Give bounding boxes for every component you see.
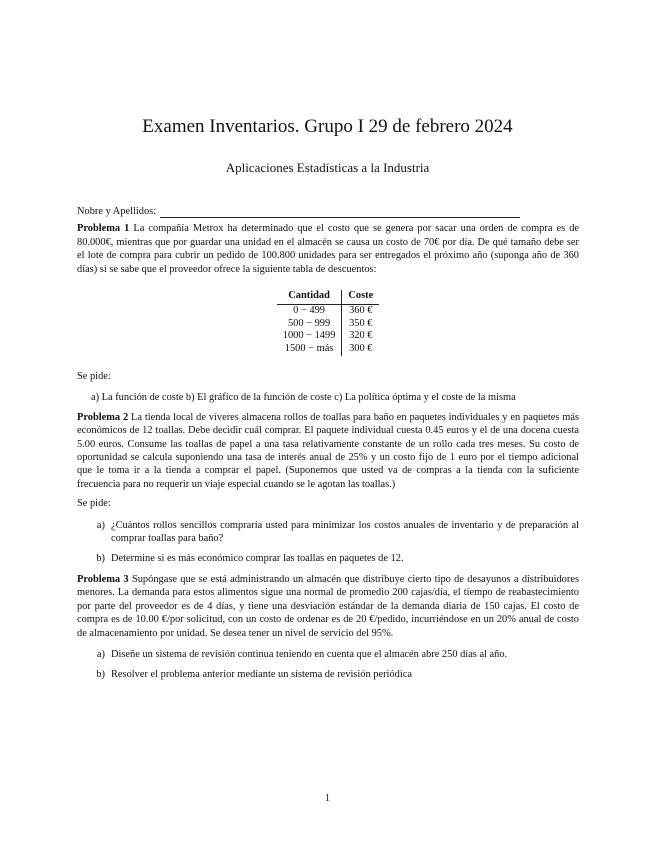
page-title: Examen Inventarios. Grupo I 29 de febrero 2024 [142, 116, 513, 137]
problem-1-se-pide: Se pide: [77, 371, 111, 383]
problem-1-items: a) La función de coste b) El gráfico de la función de coste c) La política óptima y el coste de la misma [91, 392, 516, 404]
problem-3 [77, 573, 579, 640]
list-item [77, 552, 579, 565]
discount-table [277, 290, 379, 356]
table-cell-cantidad: 1000 − 1499 [277, 330, 342, 343]
problem-1-heading: Problema 1 [77, 223, 130, 235]
name-blank [160, 207, 520, 218]
problem-3-heading: Problema 3 [77, 573, 129, 585]
page-number: 1 [324, 793, 331, 804]
list-item-label: b) [96, 553, 105, 565]
problem-1-text: La compañía Metrox ha determinado que el costo que se genera por sacar una orden de compra es de 80.000€, mientras que por guardar una unidad en el almacén se causa un costo de 70€ por día. De qué tamaño debe ser el lote de compra para cubrir un pedido de 100.800 unidades para ser entregados el próximo año (suponga año de 360 días) si se sabe que el proveedor ofrece la siguiente tabla de descuentos: [77, 223, 579, 275]
problem-1 [77, 222, 579, 276]
name-field-line [77, 205, 579, 218]
list-item-text: Diseñe un sistema de revisión continua teniendo en cuenta que el almacén abre 250 días al año. [111, 648, 508, 660]
problem-3-text: Supóngase que se está administrando un almacén que distribuye cierto tipo de desayunos a distribuidores menores. La demanda para estos alimentos sigue una normal de promedio 200 cajas/día, el tiempo de reabastecimiento por parte del proveedor es de 4 días, y tiene una desviación estándar de la demanda diaria de 150 cajas. El costo de compra es de 10.00 €/por solicitud, con un costo de ordenar es de 20 €/pedido, incurriéndose en un 20% anual de costo de almacenamiento por unidad. Se desea tener un nivel de servicio del 95%. [77, 573, 579, 639]
table-row [277, 318, 379, 331]
name-label: Nobre y Apellidos: [77, 206, 157, 217]
table-row [277, 343, 379, 356]
problem-2-text: La tienda local de víveres almacena rollos de toallas para baño en paquetes individuales y en paquetes más económicos de 12 toallas. Debe decidir cuál comprar. El paquete individual cuesta 0.45 euros y el de una docena cuesta 5.00 euros. Consume las toallas de papel a una tasa relativamente constante de un rollo cada tres meses. Su costo de oportunidad se calcula suponiendo una tasa de interés anual de 25% y un costo fijo de 1 euro por el tiempo adicional que le toma ir a la tienda a comprar el papel. (Suponemos que usted va de compras a la tienda con la suficiente frecuencia para no requerir un viaje especial cuando se le agotan las toallas.) [77, 411, 579, 490]
page-subtitle: Aplicaciones Estadísticas a la Industria [225, 160, 430, 175]
table-cell-cantidad: 1500 − más [277, 343, 342, 356]
list-item [77, 668, 579, 681]
table-cell-coste: 350 € [349, 317, 373, 329]
table-row [277, 330, 379, 343]
table-cell-coste: 300 € [349, 343, 373, 355]
problem-2-heading: Problema 2 [77, 411, 129, 423]
table-cell-cantidad: 500 − 999 [277, 318, 342, 331]
list-item-label: a) [96, 519, 105, 531]
table-row [277, 304, 379, 317]
table-header-coste: Coste [342, 290, 379, 304]
list-item-text: Resolver el problema anterior mediante un sistema de revisión periódica [111, 669, 412, 681]
exam-content [77, 205, 579, 689]
list-item-text: ¿Cuántos rollos sencillos compraría usted para minimizar los costos anuales de inventario y de preparación al comprar toallas para baño? [111, 519, 579, 545]
list-item-text: Determine si es más económico comprar las toallas en paquetes de 12. [111, 553, 404, 565]
table-header-cantidad: Cantidad [277, 290, 342, 304]
table-cell-cantidad: 0 − 499 [277, 304, 342, 317]
problem-2-se-pide: Se pide: [77, 498, 111, 510]
table-header-row [277, 290, 379, 304]
table-cell-coste: 320 € [349, 330, 373, 342]
problem-2-item-list [77, 519, 579, 566]
list-item [77, 648, 579, 661]
table-cell-coste: 360 € [349, 304, 373, 316]
problem-2 [77, 411, 579, 491]
list-item [77, 519, 579, 546]
list-item-label: b) [96, 669, 105, 681]
problem-3-item-list [77, 648, 579, 682]
discount-table-wrap [77, 290, 579, 356]
list-item-label: a) [96, 648, 105, 660]
